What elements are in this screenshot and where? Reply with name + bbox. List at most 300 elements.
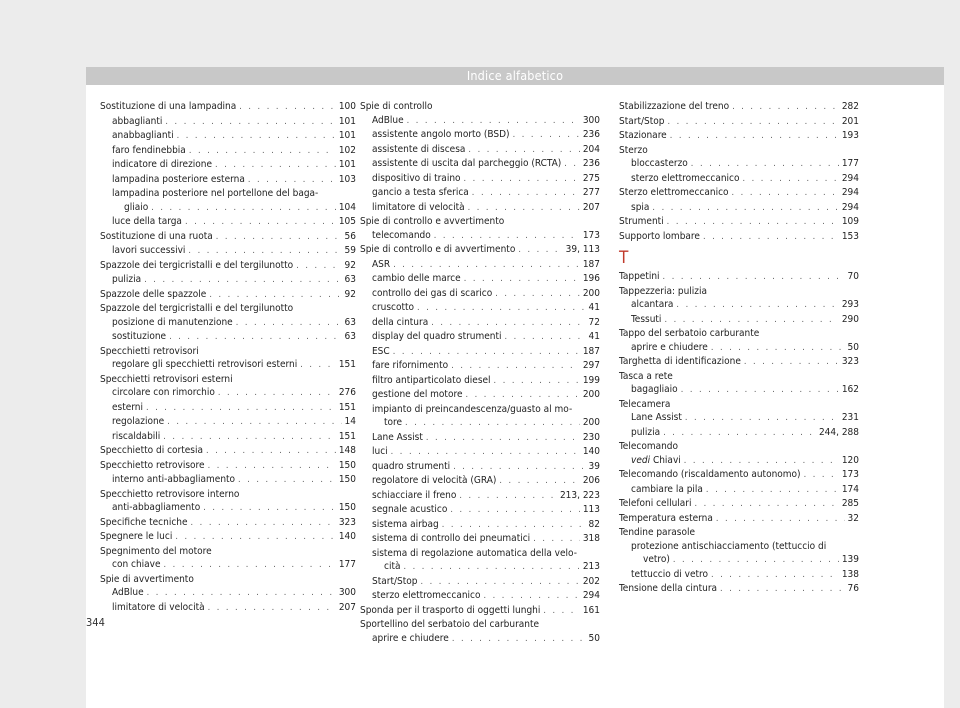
index-page-reference: 140 <box>338 531 356 542</box>
index-page-reference: 300 <box>582 114 600 126</box>
index-entry <box>619 370 859 384</box>
index-entry-label: controllo dei gas di scarico <box>372 287 493 299</box>
index-entry-label: Sterzo elettromeccanico <box>619 187 729 198</box>
index-entry-label: sterzo elettromeccanico <box>372 590 481 601</box>
index-page-reference: 202 <box>582 575 600 587</box>
leader-dots <box>706 484 839 498</box>
index-entry-label: anabbaglianti <box>112 130 174 141</box>
index-entry <box>360 258 600 273</box>
leader-dots <box>393 346 580 360</box>
index-page-reference: 32 <box>847 512 859 524</box>
leader-dots <box>169 331 341 345</box>
leader-dots <box>468 202 580 216</box>
index-entry <box>360 604 600 619</box>
index-entry-label: quadro strumenti <box>372 460 451 472</box>
index-entry-label: Specchietti retrovisori esterni <box>100 373 233 385</box>
leader-dots <box>732 187 839 201</box>
index-entry-label <box>631 454 681 468</box>
index-entry <box>360 272 600 287</box>
leader-dots <box>453 461 585 475</box>
index-entry <box>619 313 859 328</box>
index-entry <box>360 330 600 345</box>
index-entry-label: spia <box>631 201 650 213</box>
index-entry-label: Spie di controllo e di avvertimento <box>360 244 516 255</box>
index-page-reference: 213 <box>582 561 600 572</box>
index-entry-label: luci <box>372 446 388 457</box>
index-entry <box>619 553 859 568</box>
page-title: Indice alfabetico <box>466 68 564 83</box>
index-entry-label: Sponda per il trasporto di oggetti lunghi <box>360 604 541 616</box>
index-entry-label: alcantara <box>631 299 674 310</box>
index-page-reference: 275 <box>582 172 600 184</box>
index-page-reference: 244, 288 <box>818 426 859 438</box>
index-entry <box>360 547 600 561</box>
index-entry-label: pulizia <box>631 426 661 438</box>
index-entry-label: con chiave <box>112 559 161 570</box>
index-entry-label: Start/Stop <box>619 115 665 127</box>
index-page-reference: 138 <box>841 568 859 580</box>
index-entry-label: Telefoni cellulari <box>619 498 692 509</box>
index-page-reference: 290 <box>841 313 859 325</box>
index-entry <box>100 488 356 502</box>
leader-dots <box>431 317 585 331</box>
index-entry <box>619 568 859 583</box>
index-page-reference: 293 <box>841 299 859 310</box>
index-entry-label: Spegnere le luci <box>100 531 173 542</box>
index-page-reference: 199 <box>582 374 600 386</box>
leader-dots <box>238 474 336 488</box>
index-entry-label: Targhetta di identificazione <box>619 356 741 367</box>
index-entry <box>100 345 356 359</box>
leader-dots <box>391 446 580 460</box>
index-entry-label: Strumenti <box>619 216 664 227</box>
index-page-reference: 50 <box>847 341 859 353</box>
index-entry-label: vetro) <box>643 554 670 565</box>
index-entry-label: protezione antischiacciamento (tettuccio di <box>631 540 827 552</box>
index-entry <box>360 128 600 143</box>
index-entry <box>100 115 356 130</box>
index-entry <box>360 503 600 518</box>
leader-dots <box>144 274 341 288</box>
index-entry <box>100 302 356 316</box>
index-entry-label: Spie di controllo e avvertimento <box>360 216 505 227</box>
index-entry-label: anti-abbagliamento <box>112 502 201 513</box>
index-page-reference: 294 <box>582 590 600 601</box>
index-entry-label: Sostituzione di una lampadina <box>100 101 237 112</box>
index-entry <box>360 359 600 374</box>
leader-dots <box>744 356 839 370</box>
leader-dots <box>464 173 580 187</box>
index-page-reference: 200 <box>582 287 600 299</box>
index-entry-label: Telecomando <box>619 441 679 452</box>
index-entry <box>360 114 600 129</box>
index-entry <box>100 373 356 387</box>
index-entry-label: Tappezzeria: pulizia <box>619 285 708 297</box>
index-entry <box>360 489 600 504</box>
index-entry <box>360 316 600 331</box>
index-entry-label: Spie di controllo <box>360 101 433 112</box>
index-entry <box>100 415 356 430</box>
index-page-reference: 173 <box>582 229 600 241</box>
index-entry <box>360 388 600 403</box>
index-page-reference: 140 <box>582 446 600 457</box>
index-page-reference: 150 <box>338 502 356 513</box>
index-entry-label: tore <box>384 417 403 428</box>
index-entry <box>619 270 859 285</box>
index-entry-label: sostituzione <box>112 331 167 342</box>
index-entry <box>100 129 356 144</box>
index-entry <box>619 215 859 230</box>
leader-dots <box>499 475 579 489</box>
index-entry <box>619 454 859 469</box>
index-entry-label: Specchietto retrovisore interno <box>100 488 240 500</box>
index-entry <box>619 100 859 115</box>
index-entry <box>619 582 859 597</box>
index-entry-label: fare rifornimento <box>372 360 449 371</box>
index-entry <box>100 259 356 274</box>
index-entry-label: Stazionare <box>619 130 667 141</box>
leader-dots <box>215 159 336 173</box>
index-entry <box>360 403 600 417</box>
index-entry-label: telecomando <box>372 229 431 241</box>
index-page-reference: 39 <box>588 460 600 472</box>
index-page-reference: 14 <box>344 416 356 427</box>
index-page-reference: 63 <box>344 274 356 285</box>
index-entry-label: ASR <box>372 258 391 270</box>
index-page-reference: 285 <box>841 498 859 509</box>
index-entry <box>619 540 859 554</box>
index-page-reference: 101 <box>338 159 356 170</box>
index-page-reference: 59 <box>344 245 356 256</box>
index-entry-label: aprire e chiudere <box>372 632 449 644</box>
leader-dots <box>472 187 580 201</box>
leader-dots <box>167 416 341 430</box>
leader-dots <box>513 129 580 143</box>
index-page-reference: 102 <box>338 144 356 156</box>
leader-dots <box>703 231 839 245</box>
index-entry-label: Spie di avvertimento <box>100 573 194 585</box>
leader-dots <box>147 587 336 601</box>
leader-dots <box>543 605 579 619</box>
index-entry <box>619 512 859 527</box>
index-entry <box>619 285 859 299</box>
leader-dots <box>681 384 839 398</box>
index-entry-label: Lane Assist <box>372 431 423 443</box>
index-entry <box>619 341 859 356</box>
index-entry <box>619 298 859 313</box>
leader-dots <box>165 116 335 130</box>
leader-dots <box>426 432 580 446</box>
leader-dots <box>407 115 580 129</box>
page-header <box>86 67 944 85</box>
index-page-reference: 207 <box>582 201 600 213</box>
index-entry-label: Sostituzione di una ruota <box>100 230 213 242</box>
leader-dots <box>711 342 845 356</box>
index-entry-label: display del quadro strumenti <box>372 331 502 342</box>
index-page-reference: 41 <box>588 331 600 342</box>
index-page-reference: 82 <box>588 518 600 530</box>
index-page-reference: 213, 223 <box>559 489 600 501</box>
index-entry-label: Telecamera <box>619 398 671 410</box>
leader-dots <box>711 569 839 583</box>
index-entry <box>100 187 356 201</box>
leader-dots <box>393 259 580 273</box>
index-entry-label: impianto di preincandescenza/guasto al mo- <box>372 403 573 415</box>
index-page-reference: 92 <box>344 288 356 300</box>
index-page-reference: 76 <box>847 583 859 594</box>
index-entry <box>619 144 859 158</box>
index-page-reference: 72 <box>588 316 600 328</box>
index-entry-label: gancio a testa sferica <box>372 187 469 198</box>
index-entry <box>100 386 356 401</box>
index-entry-label: Spazzole dei tergicristalli e del tergilunotto <box>100 259 294 271</box>
index-entry-label: ESC <box>372 345 390 357</box>
leader-dots <box>191 517 336 531</box>
leader-dots <box>420 576 579 590</box>
index-entry <box>360 215 600 229</box>
index-entry <box>619 426 859 441</box>
index-page-reference: 103 <box>338 173 356 185</box>
leader-dots <box>417 302 586 316</box>
index-entry-label: Tappo del serbatoio carburante <box>619 328 760 339</box>
index-page-reference: 109 <box>841 216 859 227</box>
index-entry-label: sistema di controllo dei pneumatici <box>372 533 531 544</box>
leader-dots <box>664 314 838 328</box>
index-entry-label: sistema di regolazione automatica della velo- <box>372 547 577 559</box>
index-section-letter: T <box>619 248 629 268</box>
leader-dots <box>450 504 579 518</box>
index-column-3 <box>619 100 859 597</box>
index-entry-label: Tendine parasole <box>619 527 696 538</box>
index-entry-label: lampadina posteriore nel portellone del baga- <box>112 188 319 199</box>
index-entry <box>100 288 356 303</box>
leader-dots <box>663 427 816 441</box>
index-entry <box>360 632 600 647</box>
index-entry <box>100 430 356 445</box>
index-page-reference: 113 <box>582 504 600 515</box>
leader-dots <box>676 299 838 313</box>
index-entry-label: limitatore di velocità <box>112 601 205 613</box>
leader-dots <box>484 590 580 604</box>
index-entry <box>100 173 356 188</box>
leader-dots <box>505 331 586 345</box>
index-entry-label: Start/Stop <box>372 575 418 587</box>
index-page-reference: 161 <box>582 604 600 616</box>
index-entry <box>100 330 356 345</box>
index-entry <box>619 468 859 483</box>
index-entry-label: Specchietto retrovisore <box>100 459 205 471</box>
index-entry <box>100 158 356 173</box>
leader-dots <box>405 417 580 431</box>
index-entry <box>619 440 859 454</box>
leader-dots <box>684 455 839 469</box>
index-page-reference: 139 <box>841 554 859 565</box>
leader-dots <box>151 202 336 216</box>
index-entry-label: limitatore di velocità <box>372 201 465 213</box>
index-page-reference: 236 <box>582 129 600 140</box>
index-page-reference: 200 <box>582 417 600 428</box>
index-entry <box>619 526 859 540</box>
leader-dots <box>208 460 336 474</box>
index-entry-label: Specchietto di cortesia <box>100 445 203 456</box>
index-entry-label: schiacciare il freno <box>372 489 457 501</box>
index-page-reference: 323 <box>338 516 356 528</box>
index-entry <box>360 287 600 302</box>
leader-dots <box>189 145 336 159</box>
index-entry-label: luce della targa <box>112 216 182 227</box>
index-entry <box>360 143 600 158</box>
index-column-1 <box>100 100 356 615</box>
index-page-reference: 277 <box>582 187 600 198</box>
index-page-reference: 236 <box>582 158 600 169</box>
index-entry <box>100 201 356 216</box>
index-entry <box>360 201 600 216</box>
index-page-reference: 92 <box>344 259 356 271</box>
index-page-reference: 150 <box>338 459 356 471</box>
index-entry <box>360 431 600 446</box>
index-entry-label: filtro antiparticolato diesel <box>372 374 491 386</box>
leader-dots <box>743 173 839 187</box>
index-entry <box>360 172 600 187</box>
index-entry <box>619 411 859 426</box>
index-entry <box>619 327 859 341</box>
index-see-reference: vedi <box>631 454 651 466</box>
index-entry-label: assistente di discesa <box>372 143 466 155</box>
index-entry <box>100 244 356 259</box>
index-entry <box>619 497 859 512</box>
index-entry <box>100 586 356 601</box>
index-entry <box>100 459 356 474</box>
index-entry-label: indicatore di direzione <box>112 159 213 170</box>
index-page-reference: 294 <box>841 187 859 198</box>
index-entry <box>619 129 859 144</box>
index-entry <box>100 316 356 331</box>
leader-dots <box>146 402 336 416</box>
index-entry <box>360 589 600 604</box>
index-entry-label: cità <box>384 561 401 572</box>
leader-dots <box>663 271 845 285</box>
index-entry-label: abbaglianti <box>112 115 163 127</box>
leader-dots <box>442 519 586 533</box>
index-entry <box>619 230 859 245</box>
leader-dots <box>667 216 839 230</box>
index-entry-label: esterni <box>112 401 144 413</box>
index-entry <box>100 230 356 245</box>
index-entry <box>619 172 859 187</box>
index-entry <box>360 560 600 575</box>
index-entry-label: aprire e chiudere <box>631 341 708 353</box>
index-entry-label: Tappetini <box>619 271 660 282</box>
leader-dots <box>716 513 845 527</box>
leader-dots <box>175 531 335 545</box>
leader-dots <box>667 116 838 130</box>
index-page-reference: 177 <box>841 158 859 169</box>
index-entry <box>360 243 600 258</box>
index-entry <box>619 157 859 172</box>
index-entry <box>100 530 356 545</box>
index-entry-label: segnale acustico <box>372 504 448 515</box>
index-entry-label: Spazzole del tergicristalli e del tergilunotto <box>100 303 294 314</box>
index-column-2 <box>360 100 600 646</box>
index-entry <box>619 398 859 412</box>
index-page-reference: 151 <box>338 359 356 370</box>
leader-dots <box>209 289 341 303</box>
index-page-reference: 294 <box>841 201 859 213</box>
index-entry-label: bloccasterzo <box>631 158 688 169</box>
index-entry-label: Tensione della cintura <box>619 583 718 594</box>
index-page-reference: 297 <box>582 360 600 371</box>
index-entry-label: pulizia <box>112 274 142 285</box>
leader-dots <box>434 230 580 244</box>
index-entry-label: regolatore di velocità (GRA) <box>372 475 497 486</box>
index-entry-label: della cintura <box>372 316 429 328</box>
index-entry <box>100 545 356 559</box>
index-page-reference: 150 <box>338 474 356 485</box>
index-page-reference: 104 <box>338 201 356 213</box>
index-entry-label: dispositivo di traino <box>372 172 461 184</box>
index-entry <box>100 501 356 516</box>
leader-dots <box>695 498 839 512</box>
index-entry <box>100 401 356 416</box>
index-entry-text: Chiavi <box>652 454 681 466</box>
index-page-reference: 151 <box>338 430 356 442</box>
index-page-reference: 193 <box>841 130 859 141</box>
index-entry <box>100 100 356 115</box>
leader-dots <box>239 101 336 115</box>
index-entry-label: assistente di uscita dal parcheggio (RCTA) <box>372 158 562 169</box>
index-entry <box>360 374 600 389</box>
leader-dots <box>468 144 579 158</box>
index-entry <box>100 473 356 488</box>
index-entry <box>100 601 356 616</box>
index-entry-label: Stabilizzazione del treno <box>619 101 730 112</box>
index-entry <box>360 532 600 547</box>
index-page-reference: 300 <box>338 587 356 598</box>
index-page-reference: 201 <box>841 115 859 127</box>
index-entry <box>100 573 356 587</box>
index-entry <box>619 115 859 130</box>
index-entry <box>360 345 600 360</box>
index-page-reference: 63 <box>344 331 356 342</box>
leader-dots <box>685 412 839 426</box>
index-entry <box>360 416 600 431</box>
index-entry <box>619 355 859 370</box>
index-page-reference: 151 <box>338 401 356 413</box>
index-entry-label: gestione del motore <box>372 389 463 400</box>
index-entry-label: cruscotto <box>372 302 415 313</box>
index-page-reference: 177 <box>338 559 356 570</box>
index-page-reference: 282 <box>841 101 859 112</box>
index-entry-label: Sportellino del serbatoio del carburante <box>360 619 540 630</box>
index-entry-label: Specchietti retrovisori <box>100 345 199 357</box>
index-entry <box>100 444 356 459</box>
index-entry-label: posizione di manutenzione <box>112 316 233 328</box>
leader-dots <box>188 245 341 259</box>
index-entry <box>360 229 600 244</box>
index-page-reference: 187 <box>582 345 600 357</box>
index-page-reference: 174 <box>841 483 859 495</box>
index-entry-label: Specifiche tecniche <box>100 516 188 528</box>
index-entry <box>360 186 600 201</box>
leader-dots <box>206 445 336 459</box>
index-page-reference: 196 <box>582 273 600 284</box>
index-page-reference: 323 <box>841 356 859 367</box>
leader-dots <box>459 490 557 504</box>
index-entry <box>360 460 600 475</box>
leader-dots <box>451 360 580 374</box>
index-page-reference: 63 <box>344 316 356 328</box>
index-page-reference: 153 <box>841 230 859 242</box>
